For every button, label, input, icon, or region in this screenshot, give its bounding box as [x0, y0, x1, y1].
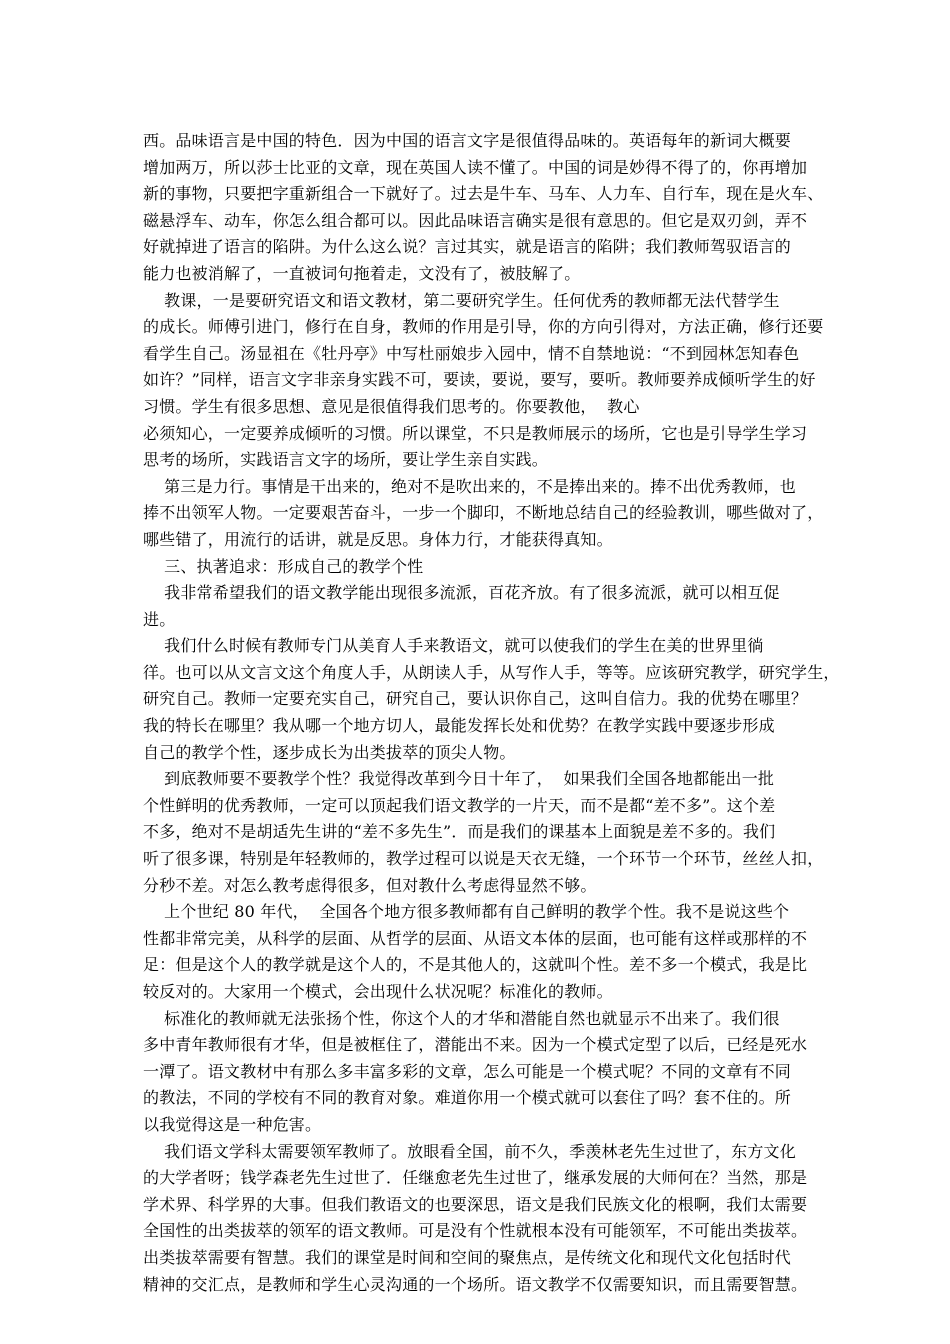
text-line: 我非常希望我们的语文教学能出现很多流派，百花齐放。有了很多流派，就可以相互促	[143, 583, 780, 603]
text-line: 能力也被消解了，一直被词句拖着走，文没有了，被肢解了。	[143, 263, 581, 283]
text-line: 我的特长在哪里？我从哪一个地方切人，最能发挥长处和优势？在教学实践中要逐步形成	[143, 716, 775, 736]
text-line: 一潭了。语文教材中有那么多丰富多彩的文章，怎么可能是一个模式呢？不同的文章有不同	[143, 1061, 792, 1081]
text-line: 分秒不差。对怎么教考虑得很多，但对教什么考虑得显然不够。	[143, 875, 597, 895]
text-line: 自己的教学个性，逐步成长为出类拔萃的顶尖人物。	[143, 742, 516, 762]
text-line: 教课，一是要研究语文和语文教材，第二要研究学生。任何优秀的教师都无法代替学生	[143, 290, 780, 310]
text-line: 增加两万，所以莎士比亚的文章，现在英国人读不懂了。中国的词是妙得不得了的，你再增加	[143, 157, 808, 177]
text-line: 性都非常完美，从科学的层面、从哲学的层面、从语文本体的层面，也可能有这样或那样的不	[143, 928, 808, 948]
text-line: 学术界、科学界的大事。但我们教语文的也要深思，语文是我们民族文化的根啊，我们太需要	[143, 1194, 808, 1214]
text-line: 新的事物，只要把字重新组合一下就好了。过去是牛车、马车、人力车、自行车，现在是火车、	[143, 184, 824, 204]
text-line: 较反对的。大家用一个模式，会出现什么状况呢？标准化的教师。	[143, 982, 613, 1001]
text-line: 如许？”同样，语言文字非亲身实践不可，要读，要说，要写，要听。教师要养成倾听学生的好	[143, 370, 816, 390]
text-line: 捧不出领军人物。一定要艰苦奋斗，一步一个脚印，不断地总结自己的经验教训，哪些做对了，	[143, 503, 824, 523]
text-line: 哪些错了，用流行的话讲，就是反思。身体力行，才能获得真知。	[143, 529, 613, 549]
text-line: 不多，绝对不是胡适先生讲的“差不多先生”．而是我们的课基本上面貌是差不多的。我们	[143, 822, 776, 842]
text-line: 思考的场所，实践语言文字的场所，要让学生亲自实践。	[143, 450, 549, 470]
text-line: 多中青年教师很有才华，但是被框住了，潜能出不来。因为一个模式定型了以后，已经是死水	[143, 1035, 808, 1055]
text-line: 三、执著追求：形成自己的教学个性	[143, 556, 424, 576]
text-line: 好就掉进了语言的陷阱。为什么这么说？言过其实，就是语言的陷阱；我们教师驾驭语言的	[143, 237, 792, 257]
text-line: 的成长。师傅引进门，修行在自身，教师的作用是引导，你的方向引得对，方法正确，修行还要	[143, 317, 824, 337]
text-line: 我们语文学科太需要领军教师了。放眼看全国，前不久，季羡林老先生过世了，东方文化	[143, 1141, 796, 1161]
text-line: 个性鲜明的优秀教师，一定可以顶起我们语文教学的一片天，而不是都“差不多”。这个差	[143, 795, 776, 815]
text-line: 出类拔萃需要有智慧。我们的课堂是时间和空间的聚焦点，是传统文化和现代文化包括时代	[143, 1247, 792, 1267]
text-line: 磁悬浮车、动车，你怎么组合都可以。因此品味语言确实是很有意思的。但它是双刃剑，弄不	[143, 210, 808, 230]
text-line: 必须知心，一定要养成倾听的习惯。所以课堂，不只是教师展示的场所，它也是引导学生学习	[143, 423, 808, 443]
text-line: 全国性的出类拔萃的领军的语文教师。可是没有个性就根本没有可能领军，不可能出类拔萃。	[143, 1221, 808, 1241]
text-line: 标准化的教师就无法张扬个性，你这个人的才华和潜能自然也就显示不出来了。我们很	[143, 1008, 780, 1028]
text-line: 看学生自己。汤显祖在《牡丹亭》中写杜丽娘步入园中，情不自禁地说：“不到园林怎知春色	[143, 343, 800, 363]
text-line: 徉。也可以从文言文这个角度人手，从朗读人手，从写作人手，等等。应该研究教学，研究学生，	[143, 662, 840, 682]
text-line: 听了很多课，特别是年轻教师的，教学过程可以说是天衣无缝，一个环节一个环节，丝丝人扣，	[143, 849, 824, 869]
text-line: 的大学者呀；钱学森老先生过世了．任继愈老先生过世了，继承发展的大师何在？当然，那是	[143, 1168, 808, 1188]
text-line: 西。品味语言是中国的特色．因为中国的语言文字是很值得品味的。英语每年的新词大概要	[143, 131, 792, 150]
text-line: 到底教师要不要教学个性？我觉得改革到今日十年了， 如果我们全国各地都能出一批	[143, 769, 775, 789]
text-line: 的教法，不同的学校有不同的教育对象。难道你用一个模式就可以套住了吗？套不住的。所	[143, 1088, 792, 1108]
text-line: 以我觉得这是一种危害。	[143, 1114, 322, 1134]
text-line: 我们什么时候有教师专门从美育人手来教语文，就可以使我们的学生在美的世界里徜	[143, 636, 764, 656]
text-line: 上个世纪 80 年代， 全国各个地方很多教师都有自己鲜明的教学个性。我不是说这些个	[143, 902, 790, 922]
document-body	[143, 128, 840, 1298]
text-line: 第三是力行。事情是干出来的，绝对不是吹出来的，不是捧出来的。捧不出优秀教师，也	[143, 476, 796, 496]
text-line: 研究自己。教师一定要充实自己，研究自己，要认识你自己，这叫自信力。我的优势在哪里？	[143, 689, 808, 709]
text-line: 习惯。学生有很多思想、意见是很值得我们思考的。你要教他， 教心	[143, 396, 640, 416]
text-line: 进。	[143, 609, 176, 629]
text-line: 足：但是这个人的教学就是这个人的，不是其他人的，这就叫个性。差不多一个模式，我是比	[143, 955, 808, 975]
text-line: 精神的交汇点，是教师和学生心灵沟通的一个场所。语文教学不仅需要知识，而且需要智慧。	[143, 1274, 808, 1294]
